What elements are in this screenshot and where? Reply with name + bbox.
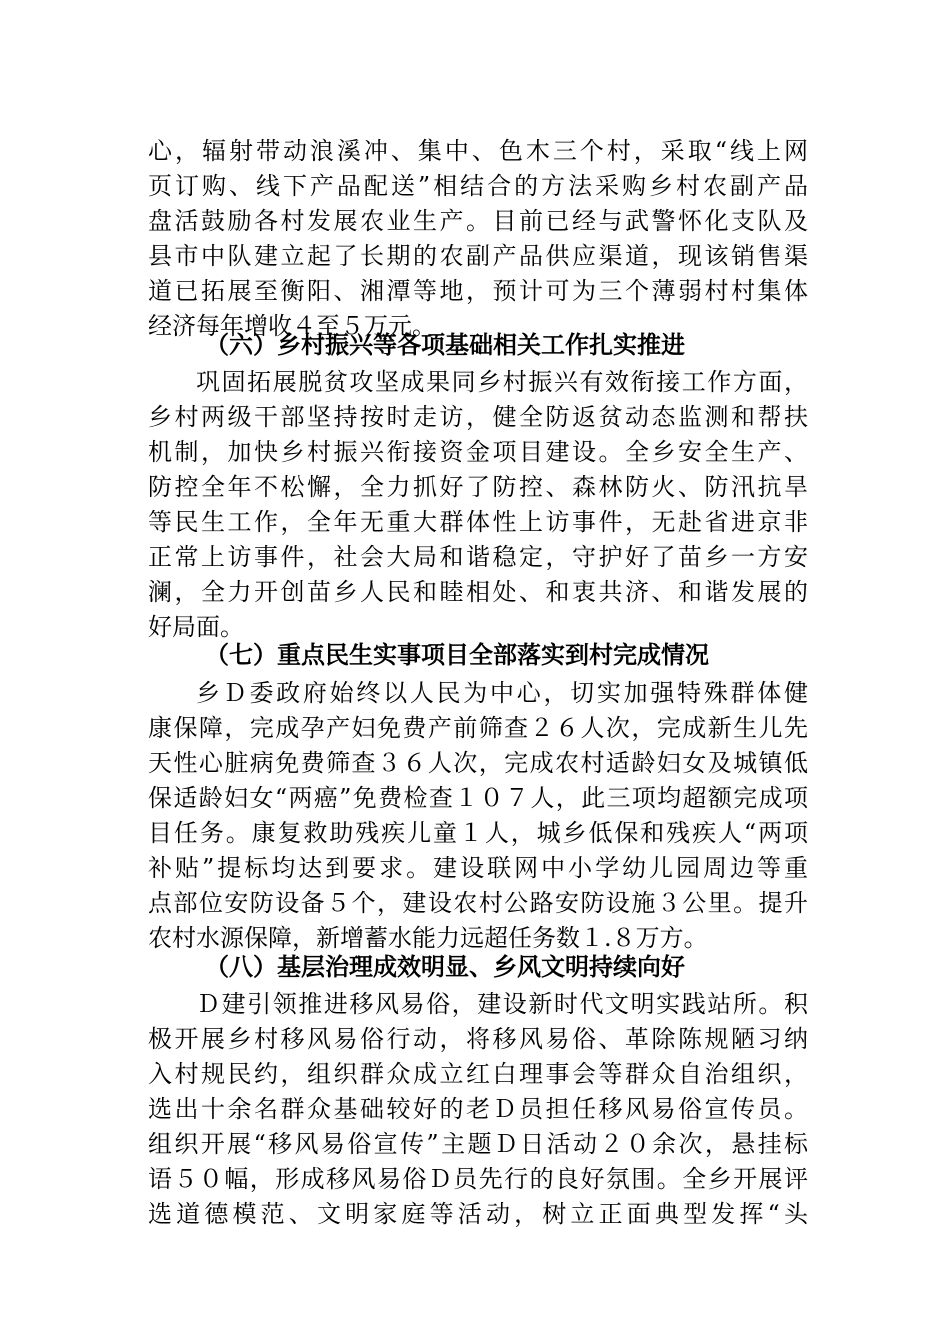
paragraph-line: 机制，加快乡村振兴衔接资金项目建设。全乡安全生产、: [148, 438, 808, 466]
section-heading-7: （七）重点民生实事项目全部落实到村完成情况: [205, 640, 709, 669]
paragraph-line: 保适龄妇女“两癌”免费检查１０７人，此三项均超额完成项: [148, 784, 808, 812]
paragraph-line: 农村水源保障，新增蓄水能力远超任务数１.８万方。: [148, 924, 708, 952]
paragraph-line: 经济每年增收４至５万元。: [148, 312, 436, 340]
paragraph-line: 极开展乡村移风易俗行动，将移风易俗、革除陈规陋习纳: [148, 1025, 808, 1053]
paragraph-line: 道已拓展至衡阳、湘潭等地，预计可为三个薄弱村村集体: [148, 277, 808, 305]
paragraph-line: 目任务。康复救助残疾儿童１人，城乡低保和残疾人“两项: [148, 819, 808, 847]
paragraph-line: 语５０幅，形成移风易俗Ｄ员先行的良好氛围。全乡开展评: [148, 1165, 808, 1193]
paragraph-line: 组织开展“移风易俗宣传”主题Ｄ日活动２０余次，悬挂标: [148, 1130, 808, 1158]
paragraph-line: 巩固拓展脱贫攻坚成果同乡村振兴有效衔接工作方面，: [196, 368, 808, 396]
paragraph-line: 选道德模范、文明家庭等活动，树立正面典型发挥“头: [148, 1200, 808, 1228]
paragraph-line: 好局面。: [148, 613, 244, 641]
section-heading-8: （八）基层治理成效明显、乡风文明持续向好: [205, 952, 685, 981]
paragraph-line: 天性心脏病免费筛查３６人次，完成农村适龄妇女及城镇低: [148, 749, 808, 777]
paragraph-line: 防控全年不松懈，全力抓好了防控、森林防火、防汛抗旱: [148, 473, 808, 501]
paragraph-line: 乡Ｄ委政府始终以人民为中心，切实加强特殊群体健: [196, 679, 808, 707]
paragraph-line: Ｄ建引领推进移风易俗，建设新时代文明实践站所。积: [196, 990, 808, 1018]
paragraph-line: 盘活鼓励各村发展农业生产。目前已经与武警怀化支队及: [148, 207, 808, 235]
paragraph-line: 入村规民约，组织群众成立红白理事会等群众自治组织，: [148, 1060, 808, 1088]
paragraph-line: 选出十余名群众基础较好的老Ｄ员担任移风易俗宣传员。: [148, 1095, 808, 1123]
section-heading-6: （六）乡村振兴等各项基础相关工作扎实推进: [205, 330, 685, 359]
paragraph-line: 页订购、线下产品配送”相结合的方法采购乡村农副产品: [148, 172, 808, 200]
paragraph-line: 康保障，完成孕产妇免费产前筛查２６人次，完成新生儿先: [148, 714, 808, 742]
paragraph-line: 点部位安防设备５个，建设农村公路安防设施３公里。提升: [148, 889, 808, 917]
paragraph-line: 心，辐射带动浪溪冲、集中、色木三个村，采取“线上网: [148, 137, 808, 165]
paragraph-line: 澜，全力开创苗乡人民和睦相处、和衷共济、和谐发展的: [148, 578, 808, 606]
paragraph-line: 补贴”提标均达到要求。建设联网中小学幼儿园周边等重: [148, 854, 808, 882]
paragraph-line: 县市中队建立起了长期的农副产品供应渠道，现该销售渠: [148, 242, 808, 270]
paragraph-line: 乡村两级干部坚持按时走访，健全防返贫动态监测和帮扶: [148, 403, 808, 431]
paragraph-line: 正常上访事件，社会大局和谐稳定，守护好了苗乡一方安: [148, 543, 808, 571]
paragraph-line: 等民生工作，全年无重大群体性上访事件，无赴省进京非: [148, 508, 808, 536]
